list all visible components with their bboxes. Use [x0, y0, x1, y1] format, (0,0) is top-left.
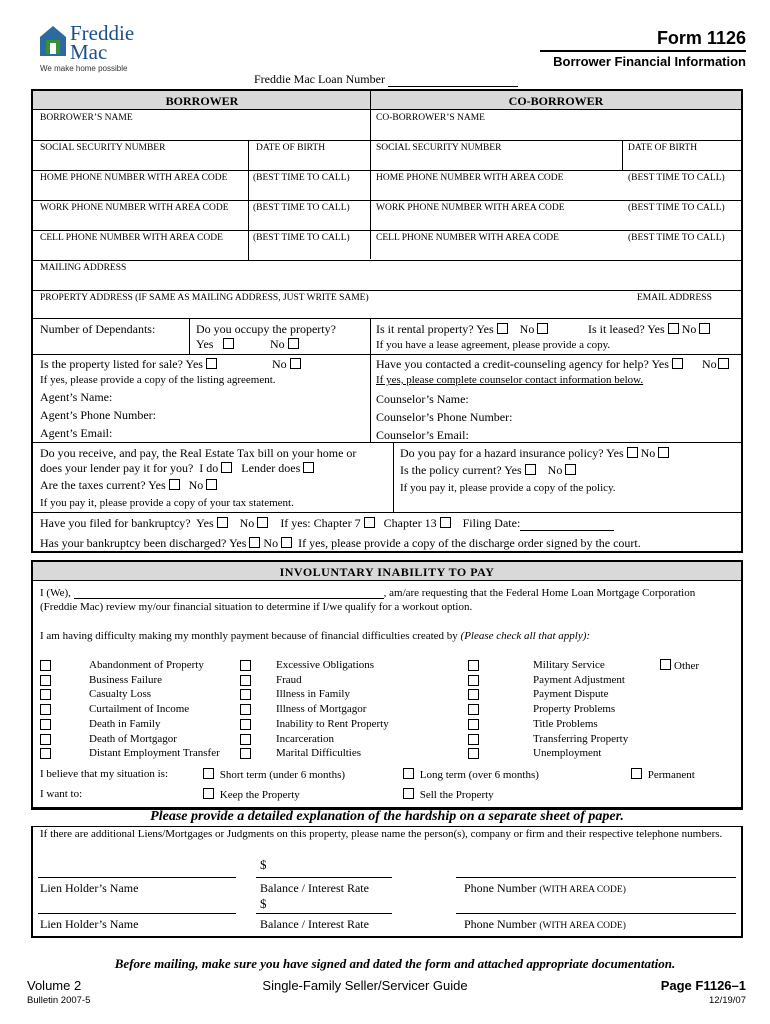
keep-option: Keep the Property	[200, 788, 300, 801]
hardship-reason-label: Curtailment of Income	[89, 703, 190, 716]
form-number: Form 1126	[656, 28, 746, 48]
hazard-yes-checkbox[interactable]	[627, 447, 638, 458]
coborrower-home-best-time: (BEST TIME TO CALL)	[628, 173, 725, 183]
hardship-reason-label: Distant Employment Transfer	[89, 747, 220, 760]
policy-current-question: Is the policy current? Yes No	[400, 463, 579, 478]
bankruptcy-no-checkbox[interactable]	[257, 517, 268, 528]
request-line2: (Freddie Mac) review my/our financial situation to determine if I/we qualify for a workout option.	[40, 601, 473, 613]
hardship-reason-label: Illness in Family	[276, 688, 350, 701]
dependants-label: Number of Dependants:	[40, 322, 156, 336]
hardship-reason-label: Inability to Rent Property	[276, 717, 389, 730]
guide-title: Single-Family Seller/Servicer Guide	[262, 978, 468, 993]
mailing-instruction: Before mailing, make sure you have signed and dated the form and attached appropriate documentation.	[114, 956, 676, 971]
taxes-current-yes-checkbox[interactable]	[169, 479, 180, 490]
form-title: Borrower Financial Information	[553, 54, 746, 69]
filing-date-field[interactable]	[520, 519, 614, 531]
occupy-question: Do you occupy the property?	[196, 322, 336, 336]
coborrower-cell-best-time: (BEST TIME TO CALL)	[628, 233, 725, 243]
situation-label: I believe that my situation is:	[40, 768, 169, 780]
long-term-option: Long term (over 6 months)	[400, 768, 539, 781]
leased-no-checkbox[interactable]	[699, 323, 710, 334]
chapter7-checkbox[interactable]	[364, 517, 375, 528]
hardship-reason-label: Payment Dispute	[533, 688, 609, 701]
logo-word-mac: Mac	[70, 40, 108, 64]
hardship-reason-label: Abandonment of Property	[89, 659, 204, 671]
hardship-reason-label: Incarceration	[276, 732, 335, 745]
counselor-email-label: Counselor’s Email:	[376, 428, 469, 442]
borrower-dob-field[interactable]: DATE OF BIRTH	[256, 143, 326, 153]
lease-note: If you have a lease agreement, please provide a copy.	[376, 339, 611, 351]
taxes-current-no-checkbox[interactable]	[206, 479, 217, 490]
counselor-phone-label: Counselor’s Phone Number:	[376, 410, 513, 424]
borrower-work-phone-field[interactable]: WORK PHONE NUMBER WITH AREA CODE	[40, 203, 229, 213]
hardship-reason-checkbox[interactable]	[240, 675, 251, 686]
permanent-option: Permanent	[628, 768, 695, 781]
borrower-cell-best-time: (BEST TIME TO CALL)	[253, 233, 350, 243]
lien2-currency: $	[260, 896, 267, 911]
hazard-no-checkbox[interactable]	[658, 447, 669, 458]
borrower-home-best-time: (BEST TIME TO CALL)	[253, 173, 350, 183]
hardship-reason-checkbox[interactable]	[240, 734, 251, 745]
logo-word-freddie: Freddie	[70, 21, 135, 45]
taxes-current-question: Are the taxes current? Yes No	[40, 478, 220, 493]
hardship-reason-checkbox[interactable]	[468, 660, 479, 671]
hardship-reason-label: Excessive Obligations	[276, 659, 375, 671]
lien1-holder-label[interactable]: Lien Holder’s Name	[40, 881, 139, 895]
sell-option: Sell the Property	[400, 788, 494, 801]
borrower-name-field[interactable]: BORROWER’S NAME	[40, 113, 133, 123]
long-term-checkbox[interactable]	[403, 768, 414, 779]
hardship-reason-label: Death of Mortgagor	[89, 732, 177, 745]
listed-note: If yes, please provide a copy of the listing agreement.	[40, 374, 276, 386]
hardship-reason-checkbox[interactable]	[40, 660, 51, 671]
bankruptcy-question: Have you filed for bankruptcy? Yes No If yes: Chapter 7 Chapter 13 Filing Date:	[40, 516, 614, 531]
hardship-reason-checkbox[interactable]	[40, 689, 51, 700]
hardship-reason-checkbox[interactable]	[40, 748, 51, 759]
keep-checkbox[interactable]	[203, 788, 214, 799]
hardship-reason-label: Transferring Property	[533, 732, 629, 745]
agent-phone-label: Agent’s Phone Number:	[40, 408, 156, 422]
liens-note: If there are additional Liens/Mortgages or Judgments on this property, please name the person(s), company or firm and their respective telephone numbers.	[40, 828, 723, 840]
revision-date: 12/19/07	[709, 995, 746, 1006]
coborrower-name-field[interactable]: CO-BORROWER’S NAME	[376, 113, 485, 123]
hardship-reason-label: Military Service	[533, 659, 605, 671]
listed-yes-checkbox[interactable]	[206, 358, 217, 369]
occupy-no: No	[270, 337, 302, 352]
lien2-balance-label[interactable]: Balance / Interest Rate	[260, 917, 369, 931]
hazard-question: Do you pay for a hazard insurance policy? Yes No	[400, 446, 672, 461]
rental-no-checkbox[interactable]	[537, 323, 548, 334]
hardship-reason-label: Unemployment	[533, 747, 602, 760]
hardship-reason-checkbox[interactable]	[240, 689, 251, 700]
chapter13-checkbox[interactable]	[440, 517, 451, 528]
borrower-cell-phone-field[interactable]: CELL PHONE NUMBER WITH AREA CODE	[40, 233, 223, 243]
listed-no: No	[272, 357, 304, 372]
hardship-reason-checkbox[interactable]	[240, 704, 251, 715]
agent-name-label: Agent’s Name:	[40, 390, 113, 404]
counseling-no-checkbox[interactable]	[718, 358, 729, 369]
difficulty-statement: I am having difficulty making my monthly payment because of financial difficulties created by (Please check all that apply):	[40, 630, 591, 642]
hardship-reason-checkbox[interactable]	[468, 748, 479, 759]
hardship-reason-checkbox[interactable]	[40, 734, 51, 745]
house-logo-icon	[40, 26, 66, 56]
freddie-mac-logo	[40, 21, 150, 64]
hardship-reason-checkbox[interactable]	[40, 719, 51, 730]
tax-lender-does-checkbox[interactable]	[303, 462, 314, 473]
hardship-reason-checkbox[interactable]	[240, 748, 251, 759]
lien1-balance-label[interactable]: Balance / Interest Rate	[260, 881, 369, 895]
counseling-no: No	[702, 357, 732, 372]
hardship-reason-label: Payment Adjustment	[533, 673, 625, 686]
occupy-yes-checkbox[interactable]	[223, 338, 234, 349]
lien2-phone-label[interactable]: Phone Number (WITH AREA CODE)	[464, 917, 626, 931]
occupy-yes: Yes	[196, 337, 237, 352]
hardship-reason-label: Property Problems	[533, 703, 616, 716]
property-address-field[interactable]: PROPERTY ADDRESS (IF SAME AS MAILING ADDRESS, JUST WRITE SAME)	[40, 293, 369, 303]
mailing-address-field[interactable]: MAILING ADDRESS	[40, 263, 127, 273]
hardship-reason-checkbox[interactable]	[40, 675, 51, 686]
borrower-home-phone-field[interactable]: HOME PHONE NUMBER WITH AREA CODE	[40, 173, 228, 183]
loan-number-field[interactable]	[388, 75, 518, 87]
want-label: I want to:	[40, 788, 83, 800]
lien1-phone-label[interactable]: Phone Number (WITH AREA CODE)	[464, 881, 626, 895]
loan-number-label: Freddie Mac Loan Number	[254, 72, 518, 87]
hardship-reason-checkbox[interactable]	[468, 719, 479, 730]
explanation-instruction: Please provide a detailed explanation of the hardship on a separate sheet of paper.	[150, 809, 624, 824]
counseling-yes-checkbox[interactable]	[672, 358, 683, 369]
hardship-reason-checkbox[interactable]	[240, 719, 251, 730]
listed-question: Is the property listed for sale? Yes	[40, 357, 220, 372]
other-checkbox[interactable]	[660, 659, 671, 670]
discharged-question: Has your bankruptcy been discharged? Yes No If yes, please provide a copy of the discharge order signed by the court.	[40, 536, 641, 550]
tax-i-do-checkbox[interactable]	[221, 462, 232, 473]
hardship-reason-label: Business Failure	[89, 673, 163, 686]
occupy-no-checkbox[interactable]	[288, 338, 299, 349]
hardship-reason-label: Illness of Mortgagor	[276, 703, 367, 716]
rental-question: Is it rental property? Yes No	[376, 322, 551, 337]
discharged-yes-checkbox[interactable]	[249, 537, 260, 548]
counselor-name-label: Counselor’s Name:	[376, 392, 469, 406]
hardship-reason-checkbox[interactable]	[468, 704, 479, 715]
coborrower-work-best-time: (BEST TIME TO CALL)	[628, 203, 725, 213]
policy-note: If you pay it, please provide a copy of the policy.	[400, 482, 616, 494]
coborrower-cell-phone-field[interactable]: CELL PHONE NUMBER WITH AREA CODE	[376, 233, 559, 243]
email-address-field[interactable]: EMAIL ADDRESS	[637, 293, 712, 303]
borrower-ssn-field[interactable]: SOCIAL SECURITY NUMBER	[40, 143, 166, 153]
tax-question-line2: does your lender pay it for you? I do Lender does	[40, 461, 317, 476]
sell-checkbox[interactable]	[403, 788, 414, 799]
hardship-reason-label: Marital Difficulties	[276, 747, 362, 760]
coborrower-ssn-field[interactable]: SOCIAL SECURITY NUMBER	[376, 143, 502, 153]
permanent-checkbox[interactable]	[631, 768, 642, 779]
coborrower-work-phone-field[interactable]: WORK PHONE NUMBER WITH AREA CODE	[376, 203, 565, 213]
leased-question: Is it leased? Yes No	[588, 322, 713, 337]
page-number: Page F1126–1	[660, 978, 746, 993]
borrower-work-best-time: (BEST TIME TO CALL)	[253, 203, 350, 213]
bankruptcy-yes-checkbox[interactable]	[217, 517, 228, 528]
hardship-reason-label: Casualty Loss	[89, 688, 152, 701]
hardship-reason-label: Death in Family	[89, 717, 161, 730]
short-term-checkbox[interactable]	[203, 768, 214, 779]
hardship-reason-checkbox[interactable]	[40, 704, 51, 715]
tax-question-line1: Do you receive, and pay, the Real Estate Tax bill on your home or	[40, 446, 357, 460]
borrower-heading: BORROWER	[165, 94, 239, 108]
tagline: We make home possible	[40, 64, 128, 73]
policy-no-checkbox[interactable]	[565, 464, 576, 475]
borrower-names-field[interactable]	[74, 588, 384, 599]
short-term-option: Short term (under 6 months)	[200, 768, 345, 781]
volume-label: Volume 2	[27, 978, 82, 993]
hardship-reason-label: Fraud	[276, 673, 302, 686]
request-line1: I (We), , am/are requesting that the Federal Home Loan Mortgage Corporation	[40, 587, 696, 599]
hardship-reason-checkbox[interactable]	[468, 675, 479, 686]
agent-email-label: Agent’s Email:	[40, 426, 113, 440]
hardship-reason-label: Title Problems	[533, 717, 598, 730]
lien2-holder-label[interactable]: Lien Holder’s Name	[40, 917, 139, 931]
leased-yes-checkbox[interactable]	[668, 323, 679, 334]
hardship-reason-checkbox[interactable]	[240, 660, 251, 671]
listed-no-checkbox[interactable]	[290, 358, 301, 369]
hardship-reason-checkbox[interactable]	[468, 734, 479, 745]
coborrower-heading: CO-BORROWER	[508, 94, 604, 108]
counseling-note: If yes, please complete counselor contact information below.	[376, 374, 644, 386]
bulletin-label: Bulletin 2007-5	[27, 995, 91, 1006]
discharged-no-checkbox[interactable]	[281, 537, 292, 548]
counseling-question: Have you contacted a credit-counseling agency for help? Yes	[376, 357, 686, 372]
coborrower-home-phone-field[interactable]: HOME PHONE NUMBER WITH AREA CODE	[376, 173, 564, 183]
policy-yes-checkbox[interactable]	[525, 464, 536, 475]
hardship-reason-checkbox[interactable]	[468, 689, 479, 700]
tax-note: If you pay it, please provide a copy of your tax statement.	[40, 497, 294, 509]
other-option: Other	[660, 659, 699, 672]
coborrower-dob-field[interactable]: DATE OF BIRTH	[628, 143, 698, 153]
lien1-currency: $	[260, 857, 267, 872]
rental-yes-checkbox[interactable]	[497, 323, 508, 334]
hardship-heading: INVOLUNTARY INABILITY TO PAY	[279, 565, 495, 579]
